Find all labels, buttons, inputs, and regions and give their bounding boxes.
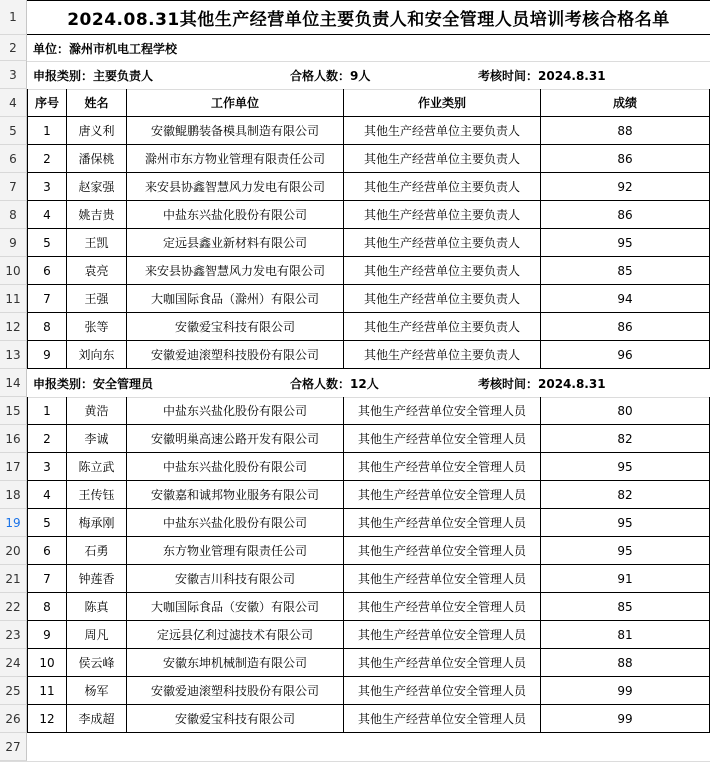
cell-category[interactable]: 其他生产经营单位安全管理人员 bbox=[344, 565, 541, 593]
cell-workplace[interactable]: 安徽爱宝科技有限公司 bbox=[127, 313, 344, 341]
sheet-row bbox=[0, 313, 710, 341]
cell-category[interactable]: 其他生产经营单位主要负责人 bbox=[344, 313, 541, 341]
cell-score[interactable]: 95 bbox=[541, 537, 710, 565]
sheet-row bbox=[0, 481, 710, 509]
cell-index[interactable]: 6 bbox=[27, 537, 67, 565]
cell-index[interactable]: 1 bbox=[27, 117, 67, 145]
row-header[interactable]: 6 bbox=[0, 145, 27, 173]
row-header[interactable]: 4 bbox=[0, 89, 27, 117]
cell-category[interactable]: 其他生产经营单位主要负责人 bbox=[344, 285, 541, 313]
row-header[interactable]: 21 bbox=[0, 565, 27, 593]
header-category[interactable]: 作业类别 bbox=[344, 89, 541, 117]
category-label[interactable]: 申报类别：主要负责人 bbox=[33, 68, 154, 83]
cell-index[interactable]: 2 bbox=[27, 425, 67, 453]
sheet-row bbox=[0, 369, 710, 398]
sheet-row bbox=[0, 145, 710, 173]
sheet-row bbox=[0, 677, 710, 705]
cell-name[interactable]: 石勇 bbox=[67, 537, 127, 565]
row-header[interactable]: 3 bbox=[0, 61, 27, 89]
cell-score[interactable]: 88 bbox=[541, 649, 710, 677]
row-header[interactable]: 24 bbox=[0, 649, 27, 677]
row-header[interactable]: 16 bbox=[0, 425, 27, 453]
cell-workplace[interactable]: 中盐东兴盐化股份有限公司 bbox=[127, 453, 344, 481]
row-header[interactable]: 25 bbox=[0, 677, 27, 705]
cell-category[interactable]: 其他生产经营单位主要负责人 bbox=[344, 201, 541, 229]
exam-time-label[interactable]: 考核时间：2024.8.31 bbox=[478, 68, 606, 83]
cell-workplace[interactable]: 安徽鲲鹏装备模具制造有限公司 bbox=[127, 117, 344, 145]
cell-name[interactable]: 张等 bbox=[67, 313, 127, 341]
cell-score[interactable]: 86 bbox=[541, 201, 710, 229]
cell-name[interactable]: 李诚 bbox=[67, 425, 127, 453]
cell-name[interactable]: 刘向东 bbox=[67, 341, 127, 369]
cell-workplace[interactable]: 定远县亿利过滤技术有限公司 bbox=[127, 621, 344, 649]
cell-category[interactable]: 其他生产经营单位安全管理人员 bbox=[344, 537, 541, 565]
cell-score[interactable]: 95 bbox=[541, 229, 710, 257]
cell-name[interactable]: 王强 bbox=[67, 285, 127, 313]
cell-category[interactable]: 其他生产经营单位安全管理人员 bbox=[344, 593, 541, 621]
cell-name[interactable]: 钟莲香 bbox=[67, 565, 127, 593]
cell-name[interactable]: 赵家强 bbox=[67, 173, 127, 201]
cell-score[interactable]: 95 bbox=[541, 453, 710, 481]
header-index[interactable]: 序号 bbox=[27, 89, 67, 117]
cell-name[interactable]: 王传钰 bbox=[67, 481, 127, 509]
row-header[interactable]: 10 bbox=[0, 257, 27, 285]
cell-index[interactable]: 9 bbox=[27, 341, 67, 369]
cell-workplace[interactable]: 安徽明巢高速公路开发有限公司 bbox=[127, 425, 344, 453]
cell-workplace[interactable]: 中盐东兴盐化股份有限公司 bbox=[127, 201, 344, 229]
cell-category[interactable]: 其他生产经营单位主要负责人 bbox=[344, 173, 541, 201]
row-header[interactable]: 27 bbox=[0, 733, 27, 761]
cell-name[interactable]: 杨军 bbox=[67, 677, 127, 705]
cell-workplace[interactable]: 来安县协鑫智慧风力发电有限公司 bbox=[127, 257, 344, 285]
sheet-row bbox=[0, 705, 710, 733]
cell-category[interactable]: 其他生产经营单位主要负责人 bbox=[344, 257, 541, 285]
cell-index[interactable]: 1 bbox=[27, 397, 67, 425]
row-header[interactable]: 20 bbox=[0, 537, 27, 565]
cell-workplace[interactable]: 安徽吉川科技有限公司 bbox=[127, 565, 344, 593]
cell-score[interactable]: 82 bbox=[541, 481, 710, 509]
cell-name[interactable]: 梅承刚 bbox=[67, 509, 127, 537]
sheet-row bbox=[0, 509, 710, 537]
row-header[interactable]: 13 bbox=[0, 341, 27, 369]
cell-category[interactable]: 其他生产经营单位主要负责人 bbox=[344, 341, 541, 369]
passed-count-label[interactable]: 合格人数：12人 bbox=[290, 376, 379, 391]
row-header[interactable]: 7 bbox=[0, 173, 27, 201]
row-header[interactable]: 15 bbox=[0, 397, 27, 425]
cell-name[interactable]: 黄浩 bbox=[67, 397, 127, 425]
cell-index[interactable]: 7 bbox=[27, 285, 67, 313]
cell-score[interactable]: 82 bbox=[541, 425, 710, 453]
cell-workplace[interactable]: 安徽东坤机械制造有限公司 bbox=[127, 649, 344, 677]
cell-score[interactable]: 81 bbox=[541, 621, 710, 649]
row-header[interactable]: 26 bbox=[0, 705, 27, 733]
cell-score[interactable]: 94 bbox=[541, 285, 710, 313]
sheet-title[interactable]: 2024.08.31其他生产经营单位主要负责人和安全管理人员培训考核合格名单 bbox=[27, 0, 710, 35]
header-score[interactable]: 成绩 bbox=[541, 89, 710, 117]
cell-workplace[interactable]: 大咖国际食品（滁州）有限公司 bbox=[127, 285, 344, 313]
cell-score[interactable]: 86 bbox=[541, 313, 710, 341]
cell-name[interactable]: 王凯 bbox=[67, 229, 127, 257]
cell-workplace[interactable]: 安徽爱迪滚塑科技股份有限公司 bbox=[127, 341, 344, 369]
cell-score[interactable]: 99 bbox=[541, 705, 710, 733]
row-header[interactable]: 23 bbox=[0, 621, 27, 649]
cell-score[interactable]: 92 bbox=[541, 173, 710, 201]
sheet-row bbox=[0, 565, 710, 593]
cell-score[interactable]: 88 bbox=[541, 117, 710, 145]
sheet-row bbox=[0, 733, 710, 762]
cell-category[interactable]: 其他生产经营单位安全管理人员 bbox=[344, 453, 541, 481]
cell-workplace[interactable]: 中盐东兴盐化股份有限公司 bbox=[127, 397, 344, 425]
cell-index[interactable]: 6 bbox=[27, 257, 67, 285]
sheet-row bbox=[0, 35, 710, 62]
cell-index[interactable]: 3 bbox=[27, 453, 67, 481]
row-header[interactable]: 8 bbox=[0, 201, 27, 229]
cell-name[interactable]: 唐义利 bbox=[67, 117, 127, 145]
passed-count-label[interactable]: 合格人数：9人 bbox=[290, 68, 371, 83]
cell-index[interactable]: 9 bbox=[27, 621, 67, 649]
row-header[interactable]: 9 bbox=[0, 229, 27, 257]
cell-score[interactable]: 96 bbox=[541, 341, 710, 369]
header-name[interactable]: 姓名 bbox=[67, 89, 127, 117]
sheet-row bbox=[0, 397, 710, 425]
cell-workplace[interactable]: 中盐东兴盐化股份有限公司 bbox=[127, 509, 344, 537]
cell-index[interactable]: 3 bbox=[27, 173, 67, 201]
cell-workplace[interactable]: 东方物业管理有限责任公司 bbox=[127, 537, 344, 565]
cell-score[interactable]: 95 bbox=[541, 509, 710, 537]
sheet-row bbox=[0, 257, 710, 285]
cell-index[interactable]: 12 bbox=[27, 705, 67, 733]
sheet-row bbox=[0, 61, 710, 90]
cell-name[interactable]: 陈真 bbox=[67, 593, 127, 621]
cell-workplace[interactable]: 安徽嘉和诚邦物业服务有限公司 bbox=[127, 481, 344, 509]
row-header[interactable]: 11 bbox=[0, 285, 27, 313]
cell-score[interactable]: 85 bbox=[541, 593, 710, 621]
cell-index[interactable]: 4 bbox=[27, 481, 67, 509]
cell-score[interactable]: 99 bbox=[541, 677, 710, 705]
cell-score[interactable]: 91 bbox=[541, 565, 710, 593]
cell-category[interactable]: 其他生产经营单位安全管理人员 bbox=[344, 509, 541, 537]
cell-category[interactable]: 其他生产经营单位安全管理人员 bbox=[344, 705, 541, 733]
sheet-row bbox=[0, 425, 710, 453]
cell-index[interactable]: 8 bbox=[27, 313, 67, 341]
cell-score[interactable]: 85 bbox=[541, 257, 710, 285]
sheet-row bbox=[0, 285, 710, 313]
row-header[interactable]: 18 bbox=[0, 481, 27, 509]
sheet-row bbox=[0, 341, 710, 369]
cell-workplace[interactable]: 安徽爱迪滚塑科技股份有限公司 bbox=[127, 677, 344, 705]
cell-category[interactable]: 其他生产经营单位主要负责人 bbox=[344, 145, 541, 173]
cell-index[interactable]: 4 bbox=[27, 201, 67, 229]
row-header[interactable]: 22 bbox=[0, 593, 27, 621]
row-header[interactable]: 1 bbox=[0, 0, 27, 35]
cell-category[interactable]: 其他生产经营单位主要负责人 bbox=[344, 229, 541, 257]
row-header[interactable]: 2 bbox=[0, 35, 27, 61]
cell-index[interactable]: 5 bbox=[27, 229, 67, 257]
row-header[interactable]: 17 bbox=[0, 453, 27, 481]
cell-index[interactable]: 7 bbox=[27, 565, 67, 593]
sheet-row bbox=[0, 453, 710, 481]
cell-category[interactable]: 其他生产经营单位安全管理人员 bbox=[344, 621, 541, 649]
cell-score[interactable]: 86 bbox=[541, 145, 710, 173]
cell-category[interactable]: 其他生产经营单位主要负责人 bbox=[344, 117, 541, 145]
sheet-row bbox=[0, 229, 710, 257]
cell-workplace[interactable]: 安徽爱宝科技有限公司 bbox=[127, 705, 344, 733]
sheet-row bbox=[0, 621, 710, 649]
unit-label[interactable]: 单位：滁州市机电工程学校 bbox=[33, 41, 178, 56]
cell-name[interactable]: 姚吉贵 bbox=[67, 201, 127, 229]
cell-category[interactable]: 其他生产经营单位安全管理人员 bbox=[344, 677, 541, 705]
cell-index[interactable]: 5 bbox=[27, 509, 67, 537]
cell-category[interactable]: 其他生产经营单位安全管理人员 bbox=[344, 397, 541, 425]
cell-category[interactable]: 其他生产经营单位安全管理人员 bbox=[344, 481, 541, 509]
exam-time-label[interactable]: 考核时间：2024.8.31 bbox=[478, 376, 606, 391]
sheet-row bbox=[0, 89, 710, 117]
sheet-row bbox=[0, 649, 710, 677]
sheet-row bbox=[0, 201, 710, 229]
sheet-row bbox=[0, 117, 710, 145]
sheet-row bbox=[0, 537, 710, 565]
cell-name[interactable]: 周凡 bbox=[67, 621, 127, 649]
cell-name[interactable]: 潘保桃 bbox=[67, 145, 127, 173]
row-header[interactable]: 5 bbox=[0, 117, 27, 145]
header-workplace[interactable]: 工作单位 bbox=[127, 89, 344, 117]
sheet-row bbox=[0, 0, 710, 35]
cell-workplace[interactable]: 大咖国际食品（安徽）有限公司 bbox=[127, 593, 344, 621]
cell-index[interactable]: 10 bbox=[27, 649, 67, 677]
row-header[interactable]: 19 bbox=[0, 509, 27, 537]
cell-name[interactable]: 李成超 bbox=[67, 705, 127, 733]
cell-workplace[interactable]: 定远县鑫业新材料有限公司 bbox=[127, 229, 344, 257]
cell-index[interactable]: 8 bbox=[27, 593, 67, 621]
cell-category[interactable]: 其他生产经营单位安全管理人员 bbox=[344, 649, 541, 677]
cell-score[interactable]: 80 bbox=[541, 397, 710, 425]
cell-workplace[interactable]: 滁州市东方物业管理有限责任公司 bbox=[127, 145, 344, 173]
sheet-row bbox=[0, 593, 710, 621]
cell-index[interactable]: 2 bbox=[27, 145, 67, 173]
cell-index[interactable]: 11 bbox=[27, 677, 67, 705]
category-label[interactable]: 申报类别：安全管理员 bbox=[33, 376, 154, 391]
cell-name[interactable]: 侯云峰 bbox=[67, 649, 127, 677]
cell-category[interactable]: 其他生产经营单位安全管理人员 bbox=[344, 425, 541, 453]
cell-name[interactable]: 陈立武 bbox=[67, 453, 127, 481]
sheet-row bbox=[0, 173, 710, 201]
row-header[interactable]: 14 bbox=[0, 369, 27, 397]
cell-workplace[interactable]: 来安县协鑫智慧风力发电有限公司 bbox=[127, 173, 344, 201]
row-header[interactable]: 12 bbox=[0, 313, 27, 341]
cell-name[interactable]: 袁亮 bbox=[67, 257, 127, 285]
